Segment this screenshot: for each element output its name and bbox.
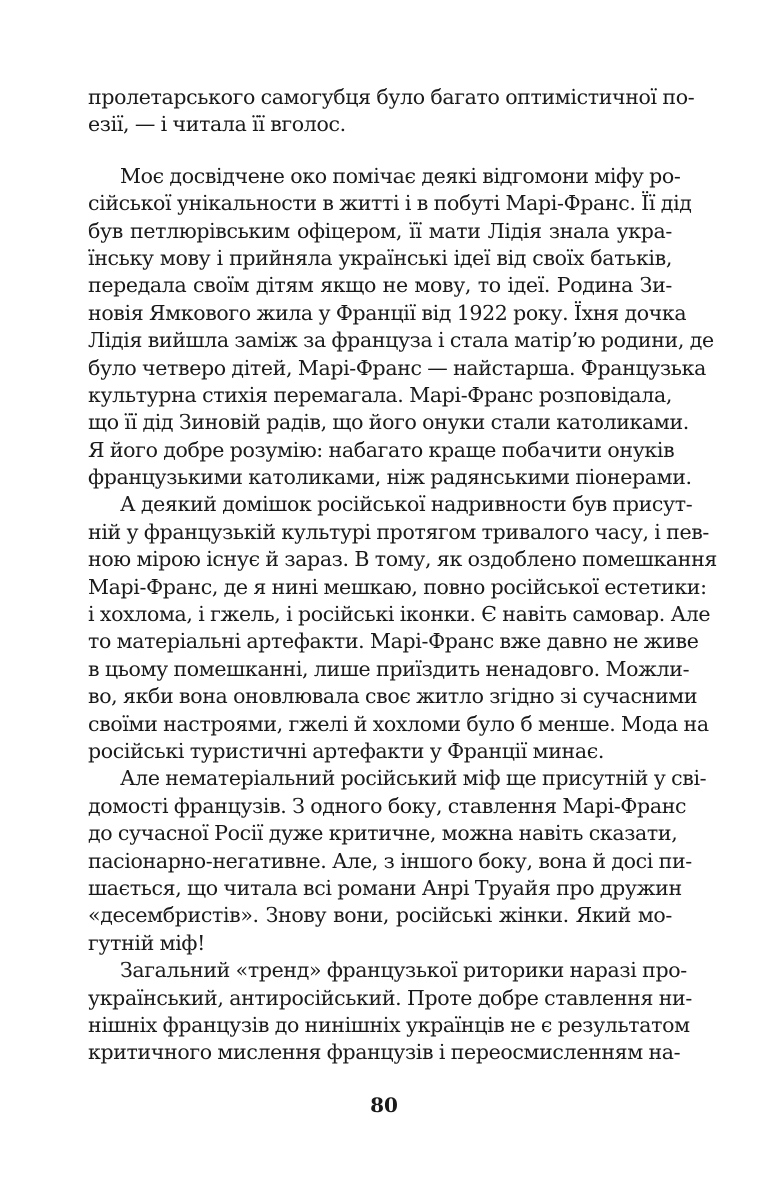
paragraph — [88, 765, 707, 957]
page-number: 80 — [370, 1093, 398, 1117]
text-line: езії, — і читала її вголос. — [88, 112, 346, 137]
paragraph — [88, 491, 718, 765]
text-line: А деякий домішок російської надривности був присут- — [120, 492, 693, 517]
text-line: ній у французькій культурі протягом тривалого часу, і пев- — [88, 519, 710, 544]
text-line: Але нематеріальний російський міф ще присутній у сві- — [120, 766, 707, 791]
paragraph — [88, 163, 714, 492]
text-line: Моє досвідчене око помічає деякі відгомони міфу ро- — [120, 163, 681, 188]
text-line: і хохлома, і гжель, і російські іконки. Є навіть самовар. Але — [88, 602, 711, 627]
text-line: «десембристів». Знову вони, російські жінки. Який мо- — [88, 903, 672, 928]
text-line: критичного мислення французів і переосмисленням на- — [88, 1040, 681, 1065]
text-line: Загальний «тренд» французької риторики наразі про- — [120, 958, 687, 983]
text-line: пролетарського самогубця було багато оптимістичної по- — [88, 85, 695, 109]
text-line: пасіонарно-негативне. Але, з іншого боку, вона й досі пи- — [88, 848, 692, 873]
text-line: до сучасної Росії дуже критичне, можна навіть сказати, — [88, 821, 678, 846]
text-line: своїми настроями, гжелі й хохломи було б менше. Мода на — [88, 711, 709, 736]
text-line: що її дід Зиновій радів, що його онуки стали католиками. — [88, 410, 689, 435]
text-line: гутній міф! — [88, 930, 205, 955]
text-line: то матеріальні артефакти. Марі-Франс вже давно не живе — [88, 629, 699, 654]
text-line: був петлюрівським офіцером, її мати Лідія знала укра- — [88, 218, 672, 243]
text-line: шається, що читала всі романи Анрі Труайя про дружин — [88, 875, 682, 900]
paragraph-continuation — [88, 84, 695, 139]
text-line: нішніх французів до нинішніх українців не є результатом — [88, 1012, 690, 1037]
text-line: Лідія вийшла заміж за француза і стала матір’ю родини, де — [88, 328, 714, 353]
text-line: Я його добре розумію: набагато краще побачити онуків — [88, 437, 675, 462]
text-line: Марі-Франс, де я нині мешкаю, повно російської естетики: — [88, 574, 707, 599]
text-line: французькими католиками, ніж радянськими піонерами. — [88, 465, 692, 490]
text-line: во, якби вона оновлювала своє житло згідно зі сучасними — [88, 684, 698, 709]
paragraph — [88, 957, 692, 1067]
section-break — [88, 139, 672, 163]
text-line: культурна стихія перемагала. Марі-Франс розповідала, — [88, 382, 672, 407]
text-line: передала своїм дітям якщо не мову, то ідеї. Родина Зи- — [88, 273, 672, 298]
body-text — [88, 84, 718, 1067]
text-line: сійської унікальности в житті і в побуті Марі-Франс. Її дід — [88, 191, 692, 216]
text-line: український, антиросійський. Проте добре ставлення ни- — [88, 985, 692, 1010]
text-line: новія Ямкового жила у Франції від 1922 року. Їхня дочка — [88, 300, 687, 325]
text-line: було четверо дітей, Марі-Франс — найстарша. Французька — [88, 355, 706, 380]
text-line: їнську мову і прийняла українські ідеї від своїх батьків, — [88, 245, 672, 270]
text-line: російські туристичні артефакти у Франції минає. — [88, 738, 605, 763]
text-line: ною мірою існує й зараз. В тому, як оздоблено помешкання — [88, 547, 718, 572]
text-line: домості французів. З одного боку, ставлення Марі-Франс — [88, 793, 687, 818]
text-line: в цьому помешканні, лише приїздить ненадовго. Можли- — [88, 656, 690, 681]
